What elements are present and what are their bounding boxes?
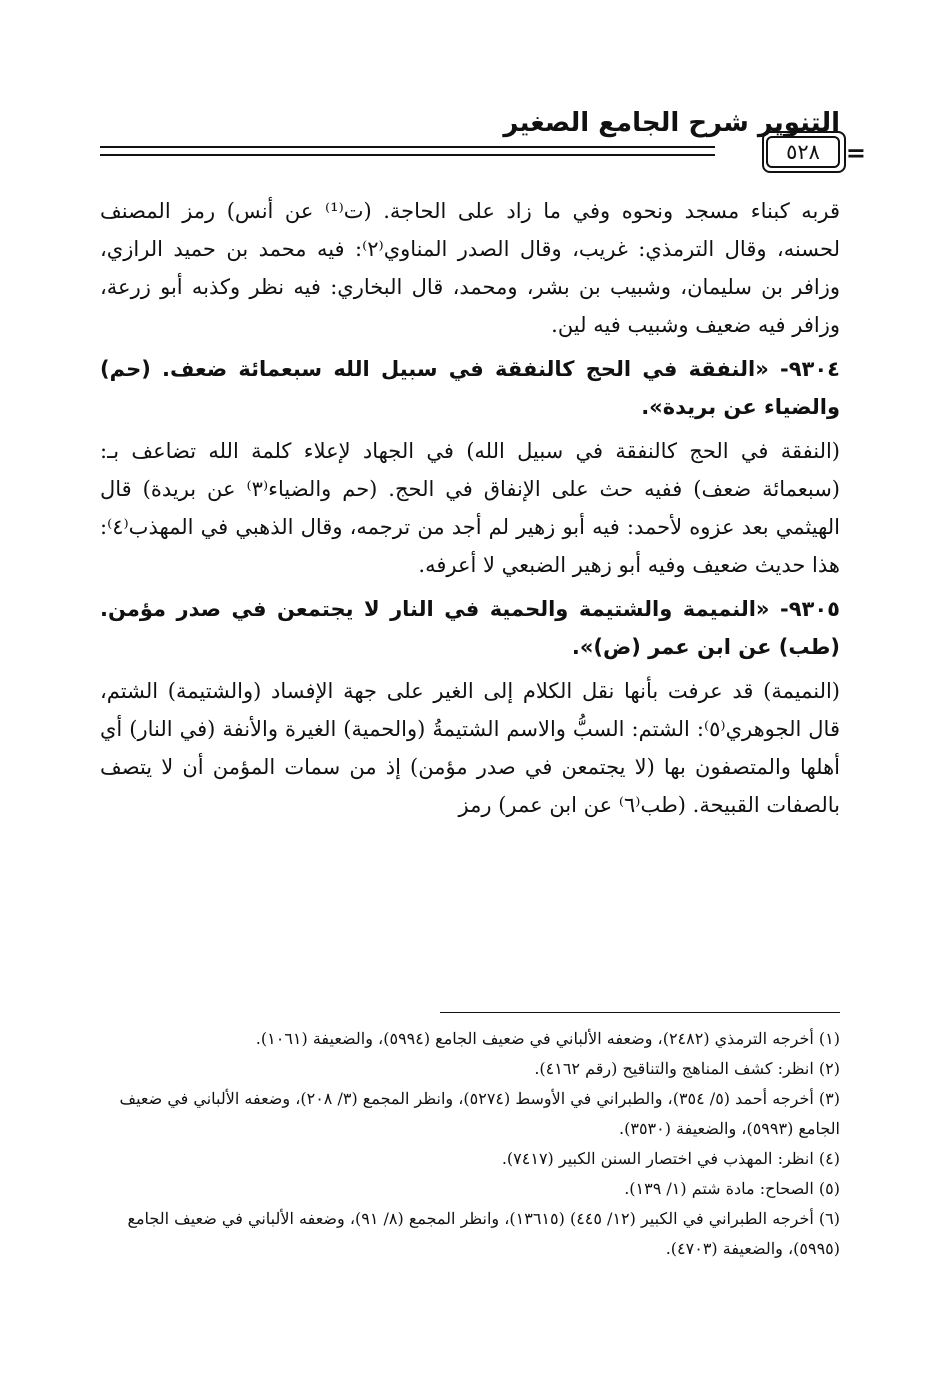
- footnote: (٦) أخرجه الطبراني في الكبير (١٢/ ٤٤٥) (١٣٦١٥)، وانظر المجمع (٨/ ٩١)، وضعفه الألباني في ضعيف الجامع (٥٩٩٥)، والضعيفة (٤٧٠٣).: [127, 1209, 840, 1258]
- main-text: [100, 192, 840, 830]
- footnotes: [100, 1024, 840, 1264]
- footnote-separator: [440, 1012, 840, 1013]
- running-title: التنوير شرح الجامع الصغير: [503, 108, 840, 138]
- paragraph: قربه كبناء مسجد ونحوه وفي ما زاد على الحاجة. (ت⁽¹⁾ عن أنس) رمز المصنف لحسنه، وقال الترمذي: غريب، وقال الصدر المناوي⁽٢⁾: فيه محمد بن حميد الرازي، وزافر بن سليمان، وشبيب بن بشر، ومحمد، قال البخاري: فيه نظر وكذبه أبو زرعة، وزافر فيه ضعيف وشبيب فيه لين.: [100, 199, 841, 337]
- hadith-9304: ٩٣٠٤- «النفقة في الحج كالنفقة في سبيل الله سبعمائة ضعف. (حم) والضياء عن بريدة».: [100, 357, 840, 419]
- header-eq-mark: =: [845, 138, 866, 167]
- footnote: (٢) انظر: كشف المناهج والتناقيح (رقم ٤١٦٢).: [534, 1059, 840, 1078]
- paragraph: (النميمة) قد عرفت بأنها نقل الكلام إلى الغير على جهة الإفساد (والشتيمة) الشتم، قال الجوهري⁽٥⁾: الشتم: السبُّ والاسم الشتيمةُ (والحمية) الغيرة والأنفة (في النار) أي أهلها والمتصفون بها (لا يجتمعن في صدر مؤمن) إذ من سمات المؤمن أن لا يتصف بالصفات القبيحة. (طب⁽٦⁾ عن ابن عمر) رمز: [100, 679, 840, 817]
- header-rule-top: [100, 146, 715, 148]
- footnote: (١) أخرجه الترمذي (٢٤٨٢)، وضعفه الألباني في ضعيف الجامع (٥٩٩٤)، والضعيفة (١٠٦١).: [255, 1029, 840, 1048]
- paragraph: (النفقة في الحج كالنفقة في سبيل الله) في الجهاد لإعلاء كلمة الله تضاعف بـ: (سبعمائة ضعف) ففيه حث على الإنفاق في الحج. (حم والضياء⁽٣⁾ عن بريدة) قال الهيثمي بعد عزوه لأحمد: فيه أبو زهير لم أجد من ترجمه، وقال الذهبي في المهذب⁽٤⁾: هذا حديث ضعيف وفيه أبو زهير الضبعي لا أعرفه.: [100, 439, 840, 577]
- hadith-9305: ٩٣٠٥- «النميمة والشتيمة والحمية في النار لا يجتمعن في صدر مؤمن. (طب) عن ابن عمر (ض)».: [100, 597, 840, 659]
- book-page: [100, 100, 866, 1340]
- footnote: (٣) أخرجه أحمد (٥/ ٣٥٤)، والطبراني في الأوسط (٥٢٧٤)، وانظر المجمع (٣/ ٢٠٨)، وضعفه الألباني في ضعيف الجامع (٥٩٩٣)، والضعيفة (٣٥٣٠).: [119, 1089, 840, 1138]
- footnote: (٤) انظر: المهذب في اختصار السنن الكبير (٧٤١٧).: [501, 1149, 840, 1168]
- page-number: ٥٢٨: [766, 136, 840, 168]
- header-rule-bottom: [100, 154, 715, 156]
- footnote: (٥) الصحاح: مادة شتم (١/ ١٣٩).: [624, 1179, 840, 1198]
- page-header: [100, 100, 866, 175]
